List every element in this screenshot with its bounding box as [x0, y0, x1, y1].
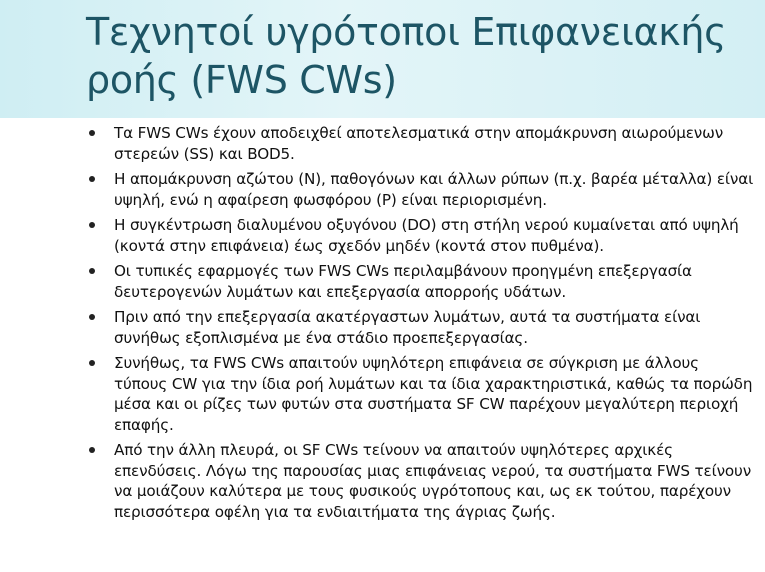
bullet-dot-icon — [89, 314, 95, 320]
bullet-item — [86, 353, 756, 435]
bullet-dot-icon — [89, 176, 95, 182]
bullet-dot-icon — [89, 268, 95, 274]
bullet-text: Οι τυπικές εφαρμογές των FWS CWs περιλαμβάνουν προηγμένη επεξεργασία δευτερογενών λυμάτων και επεξεργασία απορροής υδάτων. — [114, 262, 692, 301]
bullet-dot-icon — [89, 447, 95, 453]
bullet-text: Από την άλλη πλευρά, οι SF CWs τείνουν να απαιτούν υψηλότερες αρχικές επενδύσεις. Λόγω της παρουσίας μιας επιφάνειας νερού, τα συστήματα FWS τείνουν να μοιάζουν καλύτερα με τους φυσικούς υγρότοπους και, ως εκ τούτου, παρέχουν περισσότερα οφέλη για τα ενδιαιτήματα της άγριας ζωής. — [114, 441, 752, 521]
bullet-item — [86, 261, 756, 302]
bullet-dot-icon — [89, 222, 95, 228]
bullet-item — [86, 440, 756, 522]
bullet-text: Συνήθως, τα FWS CWs απαιτούν υψηλότερη επιφάνεια σε σύγκριση με άλλους τύπους CW για την ίδια ροή λυμάτων και τα ίδια χαρακτηριστικά, καθώς τα πορώδη μέσα και οι ρίζες των φυτών στα συστήματα SF CW παρέχουν μεγαλύτερη περιοχή επαφής. — [114, 354, 753, 434]
bullet-item — [86, 307, 756, 348]
bullet-text: Πριν από την επεξεργασία ακατέργαστων λυμάτων, αυτά τα συστήματα είναι συνήθως εξοπλισμένα με ένα στάδιο προεπεξεργασίας. — [114, 308, 701, 347]
bullet-item — [86, 169, 756, 210]
bullet-item — [86, 123, 756, 164]
bullet-dot-icon — [89, 360, 95, 366]
bullet-text: Η απομάκρυνση αζώτου (N), παθογόνων και άλλων ρύπων (π.χ. βαρέα μέταλλα) είναι υψηλή, ενώ η αφαίρεση φωσφόρου (P) είναι περιορισμένη. — [114, 170, 754, 209]
bullet-text: Η συγκέντρωση διαλυμένου οξυγόνου (DO) στη στήλη νερού κυμαίνεται από υψηλή (κοντά στην επιφάνεια) έως σχεδόν μηδέν (κοντά στον πυθμένα). — [114, 216, 739, 255]
bullet-text: Τα FWS CWs έχουν αποδειχθεί αποτελεσματικά στην απομάκρυνση αιωρούμενων στερεών (SS) και BOD5. — [114, 124, 724, 163]
bullet-item — [86, 215, 756, 256]
bullet-dot-icon — [89, 130, 95, 136]
bullet-list — [86, 123, 756, 527]
slide-title: Τεχνητοί υγρότοποι Επιφανειακής ροής (FWS CWs) — [86, 10, 727, 102]
